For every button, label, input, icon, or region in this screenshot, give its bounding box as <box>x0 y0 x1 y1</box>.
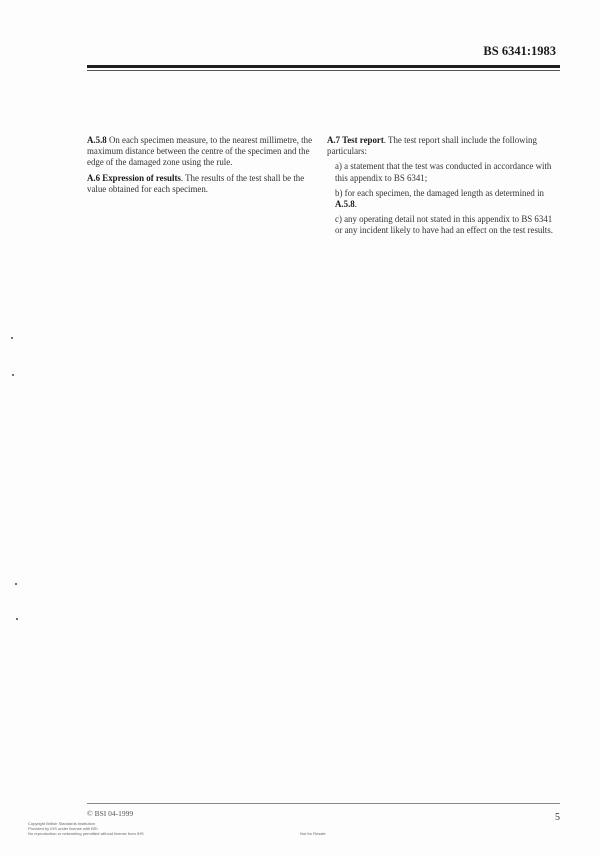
right-column <box>327 135 559 241</box>
binding-hole-mark <box>12 374 14 376</box>
binding-hole-mark <box>16 618 18 620</box>
left-column <box>87 135 319 199</box>
clause-a6-heading: A.6 Expression of results <box>87 172 181 183</box>
list-item-b-ref: A.5.8 <box>335 199 355 210</box>
standard-identifier: BS 6341:1983 <box>483 44 556 58</box>
page-number: 5 <box>555 812 560 823</box>
clause-a58-heading: A.5.8 <box>87 135 107 145</box>
clause-a7 <box>327 135 559 157</box>
footer-rule <box>87 803 560 804</box>
clause-a7-text: . The test report shall include the following particulars: <box>327 135 537 157</box>
footer-license-line: Provided by IHS under license with BSI <box>28 826 98 831</box>
footer-license-line: No reproduction or networking permitted without license from IHS <box>28 831 144 836</box>
clause-a6-text: . The results of the test shall be the value obtained for each specimen. <box>87 172 305 194</box>
footer-license-notice <box>28 821 144 836</box>
footer-license-line: Copyright British Standards Institution <box>28 821 95 826</box>
list-item-c: c) any operating detail not stated in this appendix to BS 6341 or any incident likely to have had an effect on the test results. <box>335 214 553 236</box>
footer-resale-notice: Not for Resale <box>300 831 326 836</box>
clause-a58-text: On each specimen measure, to the nearest millimetre, the maximum distance between the centre of the specimen and the edge of the damaged zone using the rule. <box>87 135 313 168</box>
footer-copyright: © BSI 04-1999 <box>87 809 134 818</box>
clause-a6 <box>87 173 319 195</box>
list-item-b <box>327 188 559 210</box>
clause-a7-heading: A.7 Test report <box>327 135 384 145</box>
binding-hole-mark <box>15 583 17 585</box>
header-rule-thick <box>87 65 560 68</box>
header-rule-thin <box>87 70 560 71</box>
binding-hole-mark <box>11 337 13 339</box>
clause-a58 <box>87 135 319 169</box>
list-item-b-end: . <box>354 199 357 210</box>
list-item-b-text: b) for each specimen, the damaged length as determined in <box>335 187 544 198</box>
list-item-a: a) a statement that the test was conducted in accordance with this appendix to BS 6341; <box>335 161 552 183</box>
